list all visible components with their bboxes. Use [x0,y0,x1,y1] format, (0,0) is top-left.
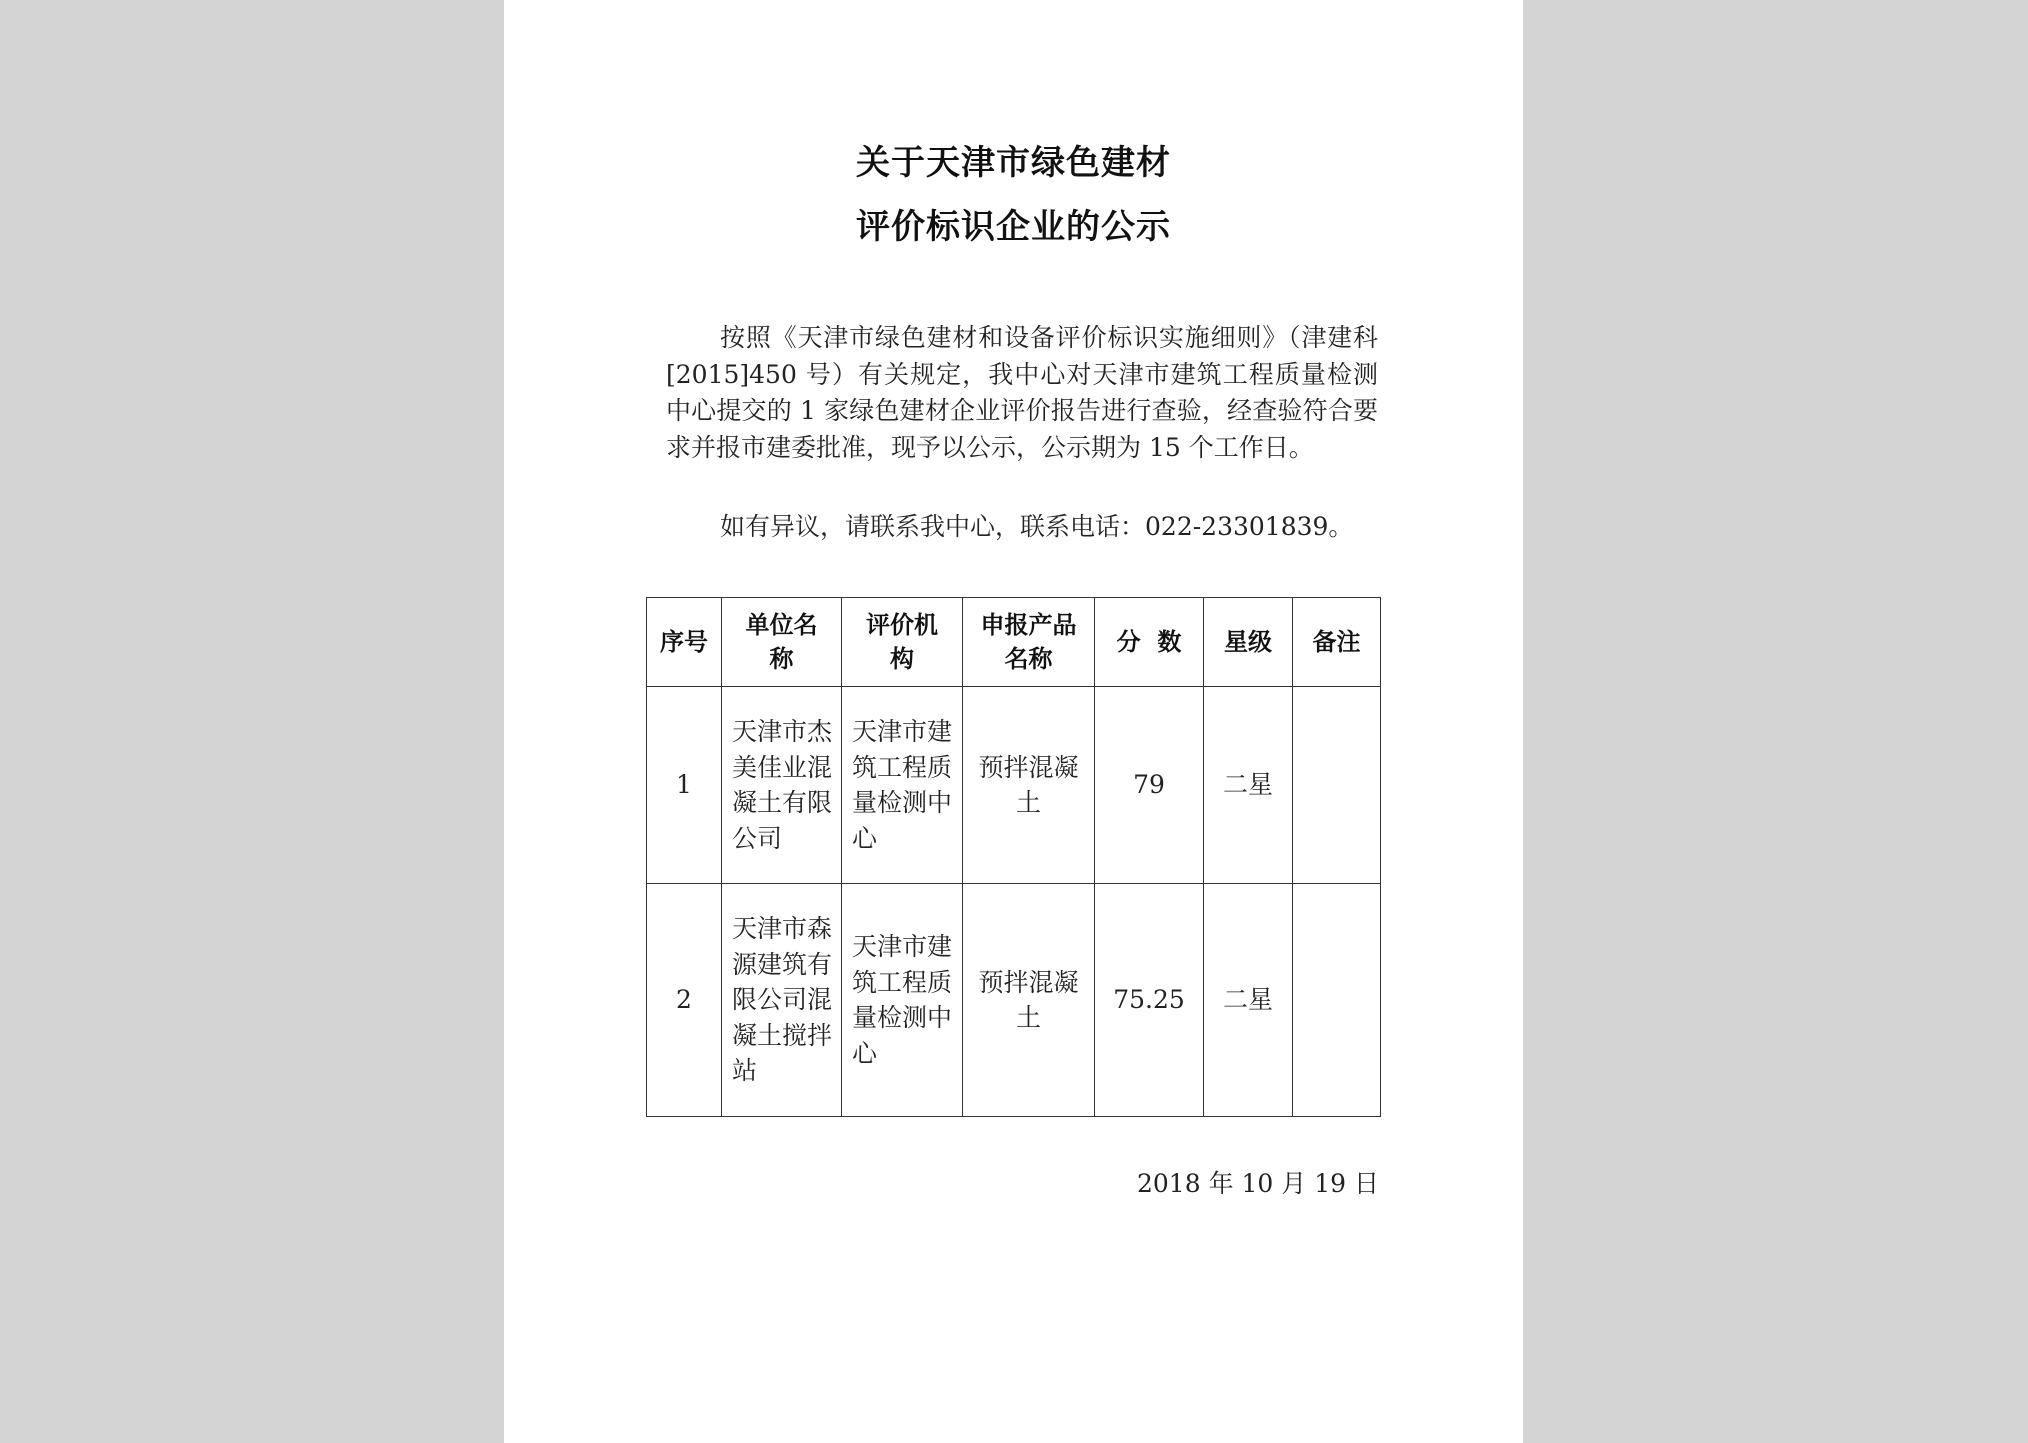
cell-agency: 天津市建筑工程质量检测中心 [842,687,963,884]
header-star: 星级 [1204,598,1293,687]
document-title-line2: 评价标识企业的公示 [856,207,1171,247]
table-row [647,687,1381,884]
table-header-row [647,598,1381,687]
header-product: 申报产品名称 [963,598,1095,687]
header-no: 序号 [647,598,722,687]
header-agency: 评价机构 [842,598,963,687]
notice-paragraph: 按照《天津市绿色建材和设备评价标识实施细则》（津建科[2015]450 号）有关规定，我中心对天津市建筑工程质量检测中心提交的 1 家绿色建材企业评价报告进行查验，经查验符合要求并报市建委批准，现予以公示，公示期为 15 个工作日。 [666,323,1378,462]
cell-remark [1293,884,1381,1117]
cell-agency: 天津市建筑工程质量检测中心 [842,884,963,1117]
cell-no: 1 [647,687,722,884]
cell-product: 预拌混凝土 [963,687,1095,884]
cell-company: 天津市杰美佳业混凝土有限公司 [722,687,842,884]
document-date: 2018 年 10 月 19 日 [1137,1169,1379,1198]
cell-company: 天津市森源建筑有限公司混凝土搅拌站 [722,884,842,1117]
contact-paragraph: 如有异议，请联系我中心，联系电话：022-23301839。 [720,512,1354,541]
cell-star: 二星 [1204,884,1293,1117]
header-score: 分 数 [1095,598,1204,687]
cell-score: 75.25 [1095,884,1204,1117]
cell-remark [1293,687,1381,884]
header-remark: 备注 [1293,598,1381,687]
cell-no: 2 [647,884,722,1117]
cell-score: 79 [1095,687,1204,884]
header-company: 单位名称 [722,598,842,687]
enterprise-table [646,597,1381,1117]
document-title-line1: 关于天津市绿色建材 [856,143,1171,183]
table-row [647,884,1381,1117]
cell-star: 二星 [1204,687,1293,884]
cell-product: 预拌混凝土 [963,884,1095,1117]
document-page [504,0,1523,1443]
